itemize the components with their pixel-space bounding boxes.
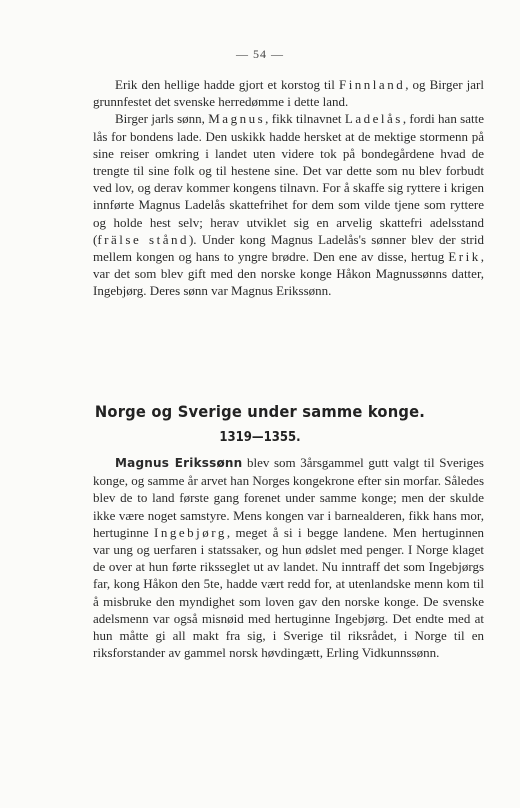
text-run: Birger jarls sønn, [115,111,209,127]
section-body [93,454,484,661]
section-years: 1319—1355. [219,430,301,445]
spaced-name-finnland: Finnland [338,77,406,92]
text-run: blev som 3årsgammel gutt valgt til Sveriges konge, og samme år arvet han Norges kongekrone efter sin morfar. Således blev de to land første gang forenet under samme konge; men der skulde ikke være noget samstyre. Mens kongen var i barnealderen, fikk hans mor, hertuginne [93,455,484,540]
spaced-name-ladelas: Ladelås [344,111,403,127]
section-heading: Norge og Sverige under samme konge. [94,402,426,421]
paragraph-erik [93,76,484,110]
paragraph-magnus-ladelas [93,110,484,299]
text-run: , meget å si i begge landene. Men hertuginnen var ung og uerfaren i statssaker, og hun ødslet med penger. I Norge klaget de over at hun førte riksseglet ut av landet. Nu inntraff det som Ingebjørgs far, kong Håkon den 5te, hadde vært redd for, at utenlandske menn kom til å misbruke den myndighet som loven gav den norske konge. De svenske adelsmenn var også misnøid med hertuginne Ingebjørg. Det endte med at hun måtte gi all makt fra sig, i Sverige til riksrådet, i Norge til en riksforstander av gammel norsk høvdingætt, Erling Vidkunnssønn. [93,524,485,661]
spaced-name-ingebjorg: Ingebjørg [154,524,227,540]
spaced-name-erik: Erik [448,249,481,265]
page-number: — 54 — [236,47,284,61]
text-run: , var det som blev gift med den norske konge Håkon Magnussønns datter, Ingebjørg. Deres sønn var Magnus Erikssønn. [93,249,484,299]
text-run: , fordi han satte lås for bondens lade. Den uskikk hadde hersket at de mektige stormenn på sine reiser omkring i landet uten videre tok på bondegårdene hvad de trengte til sine folk og til hestene sine. Det var dette som nu blev forbudt ved lov, og derav kommer kongens tilnavn. For å skaffe sig ryttere i krigen innførte Magnus Ladelås skattefrihet for dem som vilde tjene som ryttere og holde hest selv; herav utviklet sig en arvelig skattefri adelsstand ( [93,111,484,247]
text-run: Erik den hellige hadde gjort et korstog til [115,77,339,92]
text-run: , og Birger jarl grunnfestet det svenske herredømme i dette land. [93,77,484,110]
text-run: ). Under kong Magnus Ladelås's sønner blev der strid mellem kongen og hans to yngre brødre. Den ene av disse, hertug [93,231,484,265]
spaced-term-fralse-stand: frälse stånd [97,231,189,247]
intro-text [93,76,484,300]
spaced-name-magnus: Magnus [208,111,266,127]
text-run: , fikk tilnavnet [265,111,345,127]
paragraph-magnus-erikssonn [93,454,484,661]
lead-name: Magnus Erikssønn [115,456,243,470]
